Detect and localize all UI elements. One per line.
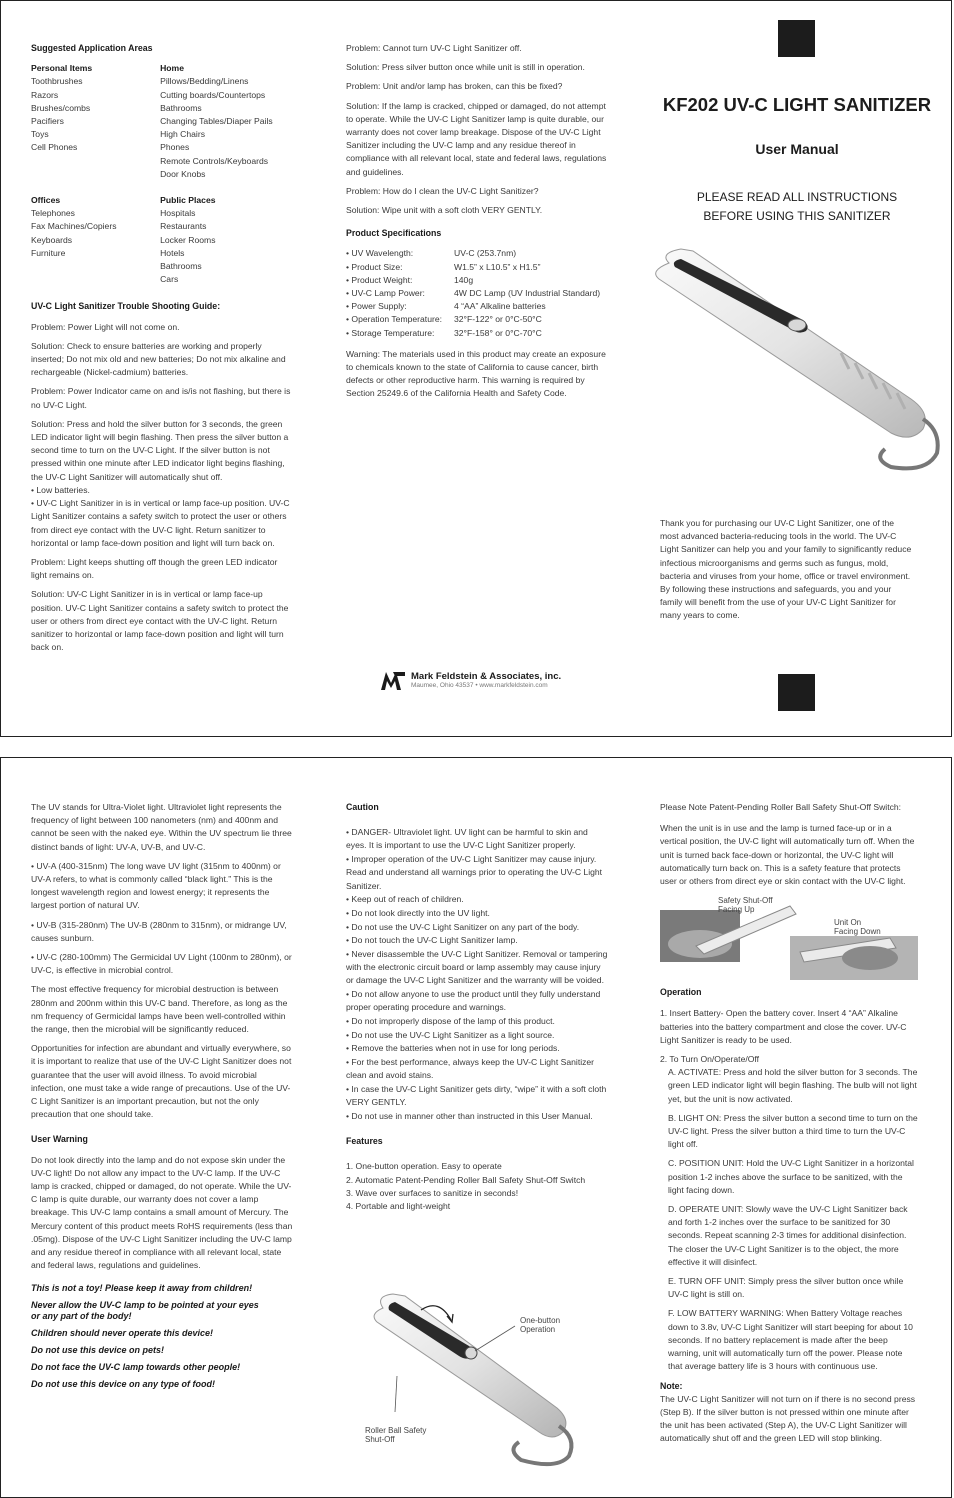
paragraph: Problem: Light keeps shutting off though the green LED indicator light remains on. [31, 556, 278, 581]
home-label: Home [160, 63, 184, 74]
list-item: • Improper operation of the UV-C Light Sanitizer may cause injury. Read and understand all warnings prior to operating the UV-C Light Sanitizer. [346, 854, 603, 891]
list-item: Cell Phones [31, 142, 78, 153]
cover-marker-top [778, 20, 815, 57]
uv-info-column [31, 801, 293, 1396]
device-diagram-photo [361, 1280, 601, 1480]
public-list [160, 207, 293, 286]
list-item: • Do not allow anyone to use the product until they fully understand proper operating procedure and warnings. [346, 989, 601, 1013]
trouble-heading: UV-C Light Sanitizer Trouble Shooting Guide: [31, 301, 221, 312]
spec-key: • Operation Temperature: [346, 314, 442, 325]
california-warning: Warning: The materials used in this product may create an exposure to chemicals known to the state of California to cause cancer, birth defects or other reproductive harm. This warning is required by Section 25249.6 of the California Health and Safety Code. [346, 348, 606, 399]
safety-warning: Do not use this device on any type of food! [31, 1378, 216, 1389]
features-list [346, 1160, 608, 1213]
paragraph: The most effective frequency for microbial destruction is between 280nm and 200nm within this UV-C band. Therefore, as long as the nm frequency of Germicidal lamps have been well-controlled within the range, then the microbial will be significantly reduced. [31, 984, 288, 1035]
list-item: High Chairs [160, 129, 205, 140]
spec-row [346, 274, 608, 287]
spec-key: • UV Wavelength: [346, 248, 414, 259]
spec-key: • Product Weight: [346, 274, 413, 285]
list-item: Pacifiers [31, 116, 64, 127]
paragraph: Problem: Power Indicator came on and is/is not flashing, but there is no UV-C Light. [31, 386, 291, 410]
public-label: Public Places [160, 195, 216, 206]
user-warning-text: Do not look directly into the lamp and do not expose skin under the UV-C light! Do not allow any impact to the UV-C lamp. If the UV-C lamp is cracked, chipped or damaged, do not operate. While the UV-C lamp is quite durable, our warranty does not cover a lamp breakage. This UV-C lamp contains a small amount of Mercury. The Mercury content of this product meets RoHS requirements (less than .05mg). Dispose of the UV-C Light Sanitizer including the UV-C lamp and any residue thereof in compliance with all relevant local, state and federal laws, regulations and guidelines. [31, 1154, 293, 1271]
paragraph: Solution: Wipe unit with a soft cloth VERY GENTLY. [346, 205, 543, 216]
spec-key: • Product Size: [346, 261, 403, 272]
offices-label: Offices [31, 195, 61, 206]
list-item: Hospitals [160, 208, 196, 219]
list-item: • DANGER- Ultraviolet light. UV light can be harmful to skin and eyes. It is important to use the UV-C Light Sanitizer properly. [346, 827, 588, 851]
company-logo [381, 669, 561, 691]
one-button-label: One-button Operation [520, 1316, 561, 1334]
list-item: Bathrooms [160, 261, 202, 272]
spec-value: 140g [454, 274, 474, 285]
suggested-heading: Suggested Application Areas [31, 43, 153, 53]
paragraph: B. LIGHT ON: Press the silver button a second time to turn on the UV-C light. Press the silver button a third time to turn the UV-C light off. [668, 1112, 918, 1150]
safety-facing-up-label: Safety Shut-Off Facing Up [718, 896, 773, 915]
cover-marker-bottom [778, 674, 815, 711]
list-item: • Remove the batteries when not in use for long periods. [346, 1043, 560, 1054]
paragraph: Problem: Power Light will not come on. [31, 321, 180, 332]
list-item: Phones [160, 142, 190, 153]
uv-paras [31, 801, 293, 1121]
shutoff-note-text: When the unit is in use and the lamp is turned face-up or in a vertical position, the UV-C light will automatically turn off. When the unit is turned back face-down or horizontal, the UV-C light will automatically turn back on. This is a safety feature that protects user or others from direct eye or skin contact with the UV-C light. [660, 823, 915, 887]
list-item: Toys [31, 129, 49, 140]
operation-heading: Operation [660, 987, 702, 998]
list-item: • Keep out of reach of children. [346, 894, 464, 905]
spec-value: UV-C (253.7nm) [454, 248, 517, 259]
suggested-row-1 [31, 62, 293, 181]
personal-list [31, 75, 160, 154]
cover-notice-line-2: BEFORE USING THIS SANITIZER [703, 209, 891, 223]
list-item: Telephones [31, 208, 75, 219]
list-item: 1. One-button operation. Easy to operate [346, 1161, 502, 1172]
spec-key: • UV-C Lamp Power: [346, 288, 425, 299]
spec-list [346, 247, 608, 339]
spec-key: • Power Supply: [346, 301, 407, 312]
personal-label: Personal Items [31, 63, 93, 74]
final-note-heading: Note: [660, 1380, 683, 1391]
list-item: Brushes/combs [31, 102, 91, 113]
roller-ball-label: Roller Ball Safety Shut-Off [365, 1426, 427, 1444]
list-item: 3. Wave over surfaces to sanitize in seconds! [346, 1187, 519, 1198]
cover-subtitle: User Manual [755, 141, 839, 157]
list-item: Hotels [160, 247, 185, 258]
list-item: • Never disassemble the UV-C Light Sanitizer. Removal or tampering with the electronic circuit board or lamp assembly may cause injury or damage the UV-C Light Sanitizer and the warranty will be voided. [346, 949, 608, 986]
list-item: • Do not use in manner other than instructed in this User Manual. [346, 1110, 593, 1121]
list-item: Locker Rooms [160, 234, 216, 245]
spec-value: 4 “AA” Alkaline batteries [454, 301, 546, 312]
list-item: Fax Machines/Copiers [31, 221, 117, 232]
offices-list [31, 207, 160, 260]
shutoff-note-heading: Please Note Patent-Pending Roller Ball Safety Shut-Off Switch: [660, 802, 902, 812]
paragraph: Solution: Press and hold the silver button for 3 seconds, the green LED indicator light will begin flashing. Then press the silver button a second time to turn on the UV-C Light. If the silver button is not pressed within one minute after LED indicator light begins flashing, the UV-C Light Sanitizer will automatically shut off. • Low batteries. • UV-C Light Sanitizer in is in vertical or lamp face-up position. UV-C Light Sanitizer contains a safety switch to protect the user or others from direct eye contact with the UV-C light. Return sanitizer to horizontal or lamp face-down position and light will turn back on. [31, 418, 290, 548]
list-item: Toothbrushes [31, 76, 83, 87]
cover-notice-line-1: PLEASE READ ALL INSTRUCTIONS [696, 190, 898, 204]
trouble-paras [31, 321, 293, 655]
caution-heading: Caution [346, 802, 379, 812]
operation-substeps [660, 1066, 918, 1373]
list-item: Remote Controls/Keyboards [160, 155, 269, 166]
list-item: • For the best performance, always keep the UV-C Light Sanitizer clean and avoid stains. [346, 1057, 595, 1081]
safety-warning: Do not use this device on pets! [31, 1344, 165, 1355]
paragraph: C. POSITION UNIT: Hold the UV-C Light Sanitizer in a horizontal position 1-2 inches above the surface to be sanitized, with the light facing down. [668, 1158, 914, 1195]
spec-value: 32°F-158° or 0°C-70°C [454, 327, 542, 338]
list-item: Changing Tables/Diaper Pails [160, 116, 273, 127]
suggested-column [31, 42, 293, 660]
paragraph: • UV-C (280-100mm) The Germicidal UV Light (100nm to 280nm), or UV-C, is effective in microbial control. [31, 952, 292, 976]
paragraph: Opportunities for infection are abundant and virtually everywhere, so it is important to realize that use of the UV-C Light Sanitizer does not guarantee that the user will avoid illness. To avoid microbial infection, one must take a wide range of precautions. Use of the UV-C Light Sanitizer is an important precaution, but not the only precaution that one should take. [31, 1043, 292, 1120]
paragraph: • UV-B (315-280nm) The UV-B (280nm to 315nm), or midrange UV, causes sunburn. [31, 919, 287, 943]
paragraph: Problem: Cannot turn UV-C Light Sanitizer off. [346, 43, 522, 53]
caution-list [346, 826, 608, 1123]
italic-warnings [31, 1283, 293, 1390]
paragraph: Solution: If the lamp is cracked, chipped or damaged, do not attempt to operate. While the UV-C Light Sanitizer lamp is quite durable, our warranty does not cover lamp breakage. Dispose of the UV-C Light Sanitizer including the UV-C lamp and any residue thereof in compliance with all relevant local, state and federal laws, regulations and guidelines. [346, 100, 607, 177]
paragraph: E. TURN OFF UNIT: Simply press the silver button once while UV-C light is still on. [668, 1276, 904, 1300]
list-item: • Do not improperly dispose of the lamp of this product. [346, 1016, 555, 1027]
spec-row [346, 261, 608, 274]
list-item: Furniture [31, 247, 66, 258]
home-list [160, 75, 293, 181]
spec-value: 4W DC Lamp (UV Industrial Standard) [454, 288, 601, 299]
user-warning-heading: User Warning [31, 1134, 88, 1145]
cover-intro: Thank you for purchasing our UV-C Light Sanitizer, one of the most advanced bacteria-reducing tools in the world. The UV-C Light Sanitizer can help you and your family to significantly reduce infectious microorganisms and germs such as fungus, mold, bacteria and viruses from your home, office or travel environment. By following these instructions and safeguards, you and your family will benefit from the use of your UV-C Light Sanitizer for many years to come. [660, 518, 912, 621]
paragraph: Solution: Check to ensure batteries are working and properly inserted; Do not mix old and new batteries; Do not mix alkaline and rechargeable (Nickel-cadmium) batteries. [31, 340, 286, 378]
spec-row [346, 287, 608, 300]
paragraph: Problem: How do I clean the UV-C Light Sanitizer? [346, 185, 539, 196]
step-insert-battery: 1. Insert Battery- Open the battery cover. Insert 4 “AA” Alkaline batteries into the battery compartment and close the cover. UV-C Light Sanitizer is ready to be used. [660, 1008, 907, 1045]
cover-title: KF202 UV-C LIGHT SANITIZER [662, 94, 932, 115]
spec-value: W1.5” x L10.5” x H1.5” [454, 261, 541, 272]
list-item: • Do not use the UV-C Light Sanitizer on any part of the body. [346, 921, 580, 932]
list-item: Pillows/Bedding/Linens [160, 76, 249, 87]
paragraph: Problem: Unit and/or lamp has broken, can this be fixed? [346, 81, 563, 92]
list-item: Bathrooms [160, 102, 202, 113]
sanitizer-product-photo [641, 241, 953, 481]
safety-warning: This is not a toy! Please keep it away from children! [31, 1282, 253, 1293]
list-item: 2. Automatic Patent-Pending Roller Ball Safety Shut-Off Switch [346, 1174, 586, 1185]
spec-value: 32°F-122° or 0°C-50°C [454, 314, 542, 325]
paragraph: The UV stands for Ultra-Violet light. Ultraviolet light represents the frequency of light between 100 nanometers (nm) and 400nm and cannot be seen with the naked eye. Within the UV spectrum lie three distinct bands of light: UV-A, UV-B, and UV-C. [31, 802, 292, 852]
list-item: • Do not use the UV-C Light Sanitizer as a light source. [346, 1029, 555, 1040]
spec-row [346, 327, 608, 340]
list-item: Cutting boards/Countertops [160, 89, 266, 100]
paragraph: • UV-A (400-315nm) The long wave UV light (315nm to 400nm) or UV-A refers, to what is commonly called “black light.” This is the longest wavelength region and lowest energy; it represents the largest portion of natural UV. [31, 860, 281, 911]
operation-column [660, 801, 918, 1452]
safety-warning: Do not face the UV-C lamp towards other people! [31, 1361, 241, 1372]
company-address: Maumee, Ohio 43537 • www.markfeldstein.com [411, 682, 548, 689]
hands-usage-photo [660, 896, 918, 980]
list-item: Razors [31, 89, 59, 100]
list-item: • Do not touch the UV-C Light Sanitizer lamp. [346, 935, 518, 946]
step-turn-on: 2. To Turn On/Operate/Off [660, 1054, 760, 1065]
final-note-text: The UV-C Light Sanitizer will not turn on if there is no second press (Step B). If the silver button is not pressed within one minute after the unit has been activated (Step A), the UV-C Light Sanitizer will automatically shut off and the green LED will stop blinking. [660, 1393, 916, 1444]
mid-top-paras [346, 42, 608, 217]
paragraph: A. ACTIVATE: Press and hold the silver button for 3 seconds. The green LED indicator light will begin flashing. The bulb will not light yet, but the unit is now activated. [668, 1067, 918, 1104]
paragraph: F. LOW BATTERY WARNING: When Battery Voltage reaches down to 3.8v, UV-C Light Sanitizer will start beeping for about 10 seconds. If no battery replacement is made after the beep warning, unit will automatically turn off the power. Please note that average battery life is 3 hours with continuous use. [668, 1308, 913, 1372]
safety-warning: Children should never operate this device! [31, 1327, 214, 1338]
spec-key: • Storage Temperature: [346, 327, 435, 338]
spec-row [346, 247, 608, 260]
list-item: Cars [160, 274, 179, 285]
hand-photos [660, 896, 918, 980]
list-item: Keyboards [31, 234, 73, 245]
list-item: • Do not look directly into the UV light. [346, 907, 490, 918]
troubleshooting-column-2 [346, 42, 608, 407]
suggested-row-2 [31, 194, 293, 286]
company-logo-icon [381, 669, 405, 691]
spec-heading: Product Specifications [346, 228, 442, 239]
spec-row [346, 313, 608, 326]
spec-row [346, 300, 608, 313]
company-name: Mark Feldstein & Associates, inc. [411, 671, 562, 682]
unit-on-facing-down-label: Unit On Facing Down [834, 918, 881, 937]
features-heading: Features [346, 1136, 383, 1147]
list-item: 4. Portable and light-weight [346, 1200, 451, 1211]
list-item: Restaurants [160, 221, 207, 232]
caution-column [346, 801, 608, 1213]
top-panel [0, 0, 952, 737]
paragraph: Solution: UV-C Light Sanitizer in is in vertical or lamp face-up position. UV-C Light Sanitizer contains a safety switch to protect the user or others from direct eye contact with the UV-C light. Return sanitizer to horizontal or lamp face-down position and light will turn back on. [31, 589, 289, 653]
list-item: Door Knobs [160, 168, 206, 179]
list-item: • In case the UV-C Light Sanitizer gets dirty, “wipe” it with a soft cloth VERY GENTLY. [346, 1084, 607, 1108]
paragraph: D. OPERATE UNIT: Slowly wave the UV-C Light Sanitizer back and forth 1-2 inches over the surface to be sanitized for 30 seconds. Repeat scanning 2-3 times for additional disinfection. The closer the UV-C Light Sanitizer is to the object, the more effective it will disinfect. [668, 1204, 908, 1267]
safety-warning: Never allow the UV-C lamp to be pointed at your eyes or any part of the body! [31, 1299, 259, 1321]
paragraph: Solution: Press silver button once while unit is still in operation. [346, 62, 585, 73]
bottom-panel [0, 757, 952, 1498]
